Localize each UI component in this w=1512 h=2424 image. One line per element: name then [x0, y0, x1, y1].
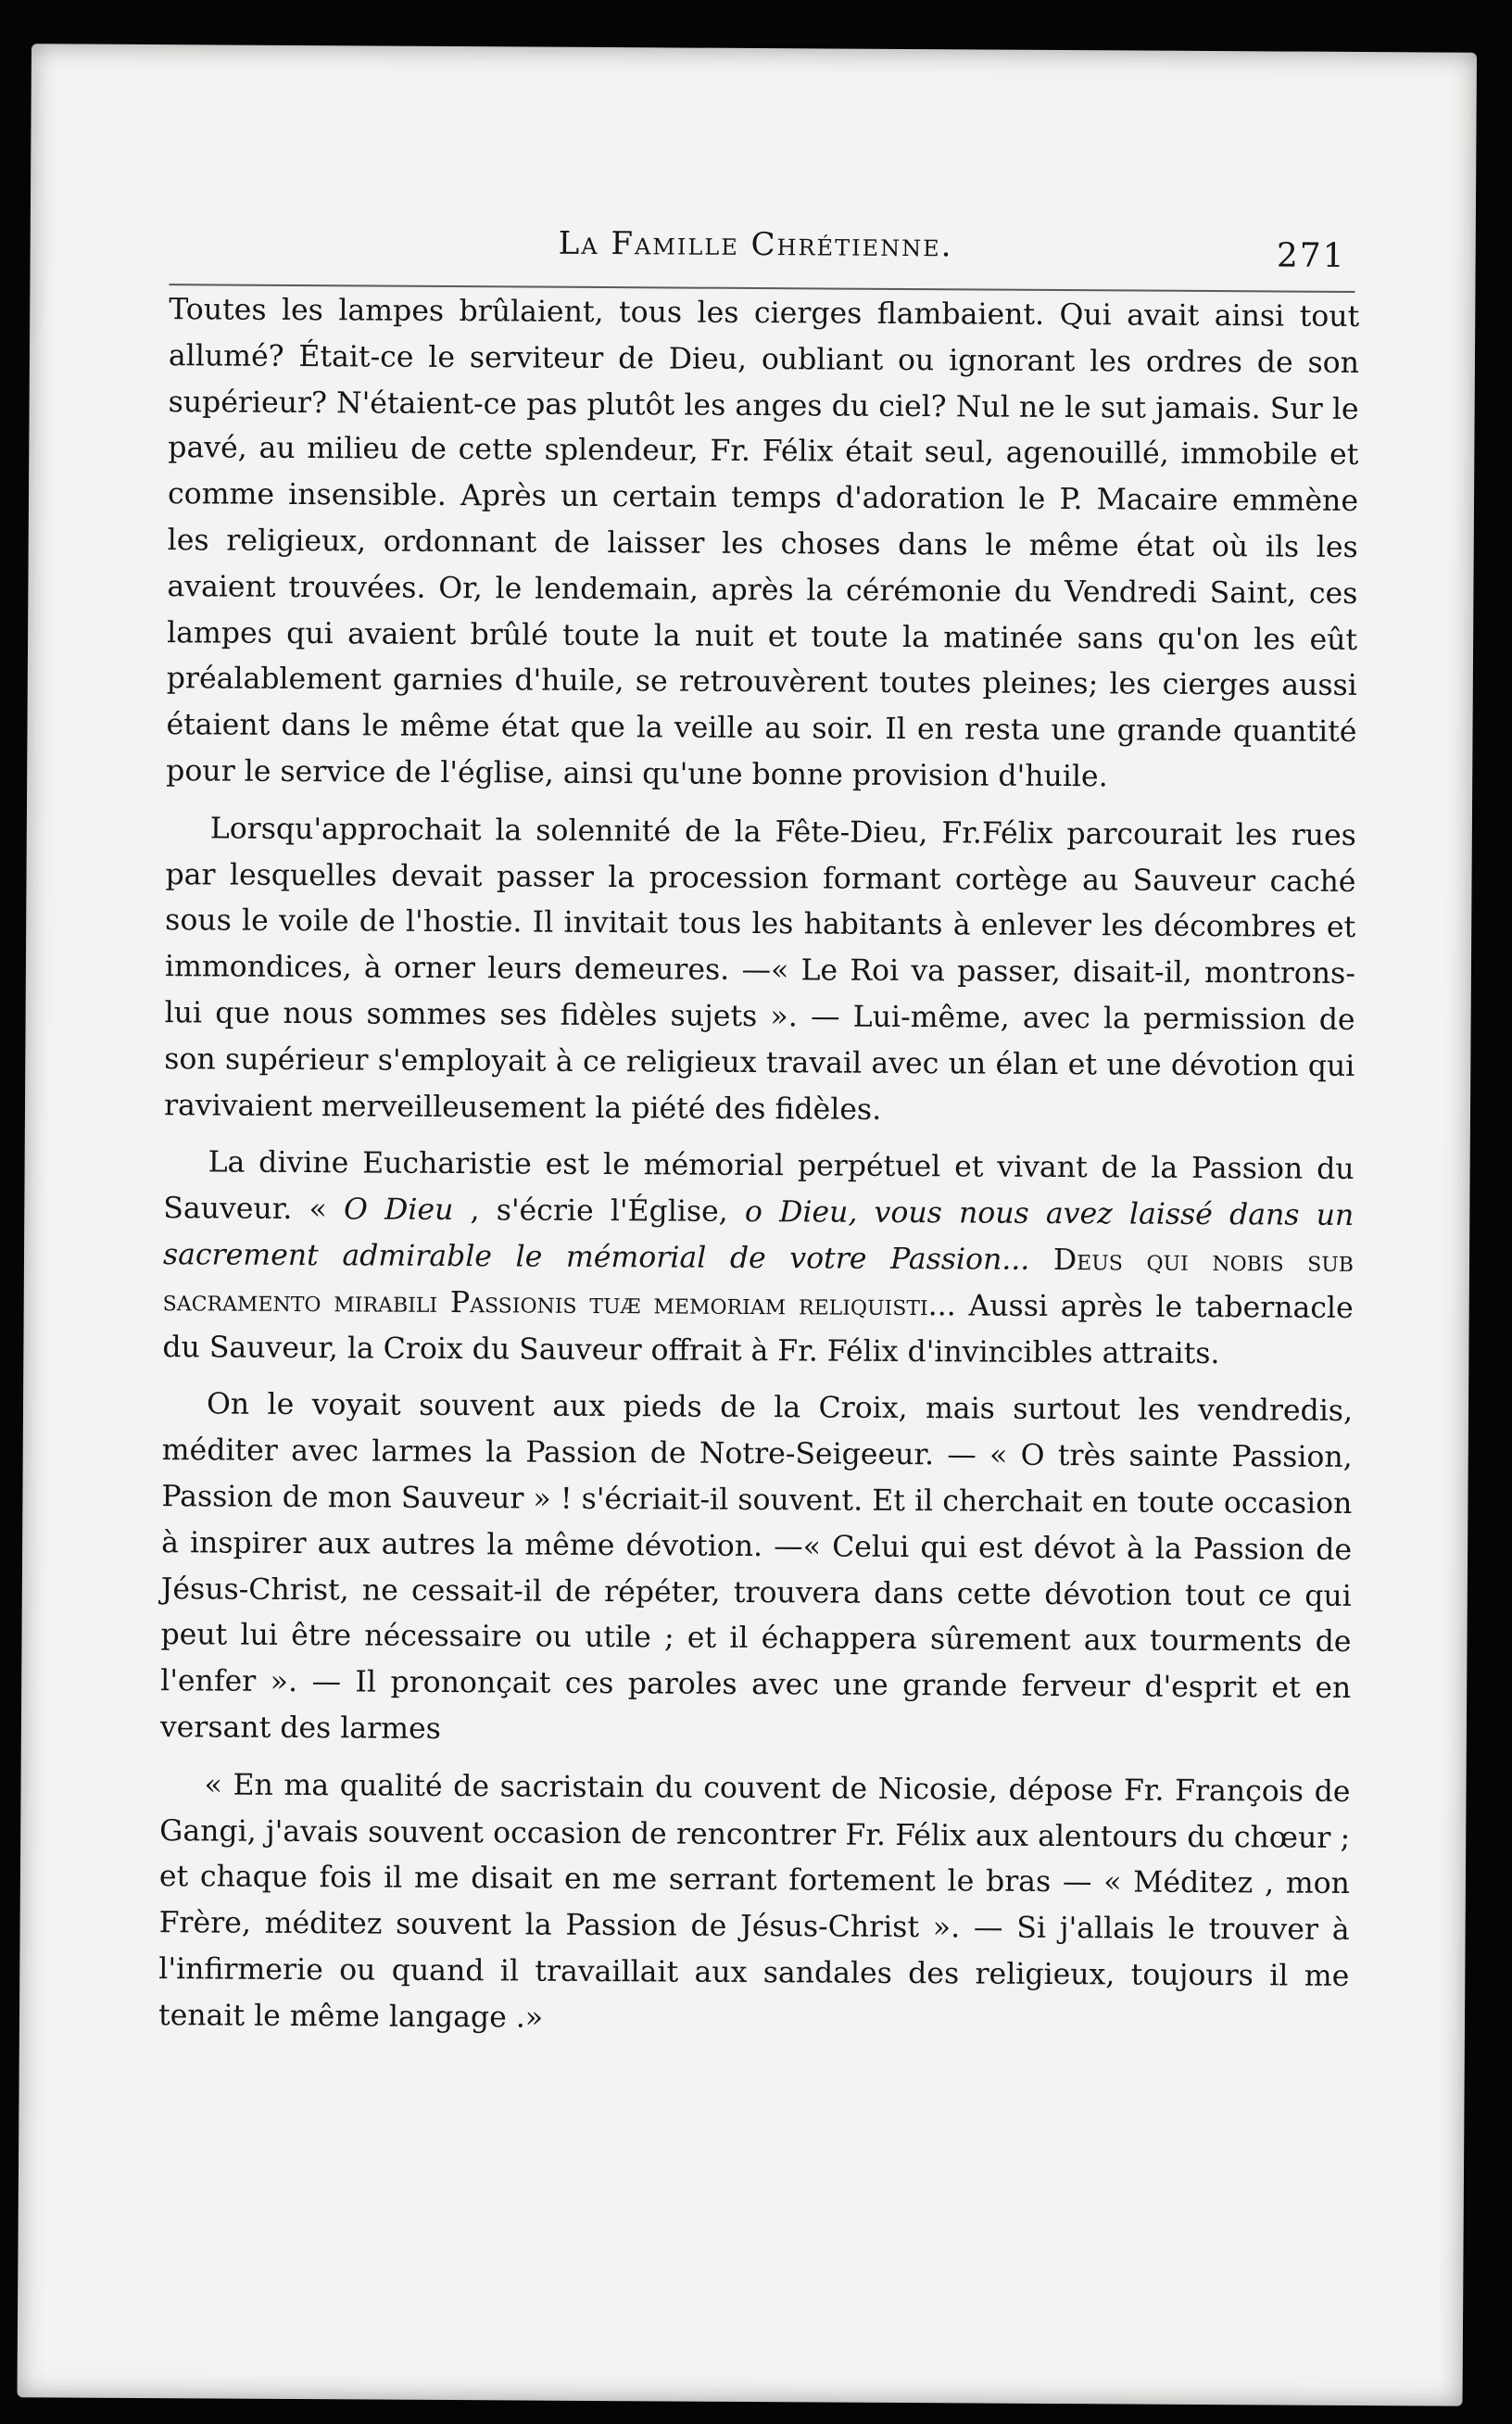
- paragraph-3-intro: La divine Eucharistie est le mémorial perpétuel et vivant de la Passion du Sauveur. «: [163, 1145, 1354, 1227]
- paragraph-3-invocation: O Dieu: [343, 1193, 454, 1228]
- paragraph-2: Lorsqu'approchait la solennité de la Fête-Dieu, Fr.Félix parcourait les rues par lesquelles devait passer la procession formant cortège au Sauveur caché sous le voile de l'hostie. Il invitait tous les habitants à enlever les décombres et immondices, à orner leurs demeures. —« Le Roi va passer, disait-il, montrons-lui que nous sommes ses fidèles sujets ». — Lui-même, avec la permission de son supérieur s'employait à ce religieux travail avec un élan et une dévotion qui ravivaient merveilleusement la piété des fidèles.: [163, 812, 1356, 1127]
- body-text: [158, 287, 1360, 2046]
- paragraph-4: On le voyait souvent aux pieds de la Croix, mais surtout les vendredis, méditer avec larmes la Passion de Notre-Seigeeur. — « O très sainte Passion, Passion de mon Sauveur » ! s'écriait-il souvent. Et il cherchait en toute occasion à inspirer aux autres la même dévotion. —« Celui qui est dévot à la Passion de Jésus-Christ, ne cessait-il de répéter, trouvera dans cette dévotion tout ce qui peut lui être nécessaire ou utile ; et il échappera sûrement aux tourments de l'enfer ». — Il prononçait ces paroles avec une grande ferveur d'esprit et en versant des larmes: [159, 1387, 1354, 1746]
- running-title: La Famille Chrétienne.: [558, 224, 953, 265]
- paragraph-3: [162, 1140, 1354, 1378]
- running-head: [169, 213, 1346, 285]
- paragraph-1: Toutes les lampes brûlaient, tous les cierges flambaient. Qui avait ainsi tout allumé? Était-ce le serviteur de Dieu, oubliant ou ignorant les ordres de son supérieur? N'étaient-ce pas plutôt les anges du ciel? Nul ne le sut jamais. Sur le pavé, au milieu de cette splendeur, Fr. Félix était seul, agenouillé, immobile et comme insensible. Après un certain temps d'adoration le P. Macaire emmène les religieux, ordonnant de laisser les choses dans le même état où ils les avaient trouvées. Or, le lendemain, après la cérémonie du Vendredi Saint, ces lampes qui avaient brûlé toute la nuit et toute la matinée sans qu'on les eût préalablement garnies d'huile, se retrouvèrent toutes pleines; les cierges aussi étaient dans le même état que la veille au soir. Il en resta une grande quantité pour le service de l'église, ainsi qu'une bonne provision d'huile.: [166, 293, 1360, 794]
- paragraph-3-prayer-french: o Dieu, vous nous avez laissé dans un sacrement admirable le mémorial de votre Passion...: [162, 1195, 1354, 1277]
- paragraph-3-conclusion: Aussi après le tabernacle du Sauveur, la Croix du Sauveur offrait à Fr. Félix d'invincibles attraits.: [162, 1289, 1354, 1370]
- paragraph-3-prayer-latin: Deus qui nobis sub sacramento mirabili Passionis tuæ memoriam reliquisti...: [162, 1243, 1354, 1323]
- paragraph-3-attribution: , s'écrie l'Église,: [470, 1193, 728, 1229]
- page-number: 271: [1276, 236, 1346, 275]
- paragraph-5: « En ma qualité de sacristain du couvent de Nicosie, dépose Fr. François de Gangi, j'avais souvent occasion de rencontrer Fr. Félix aux alentours du chœur ; et chaque fois il me disait en me serrant fortement le bras — « Méditez , mon Frère, méditez souvent la Passion de Jésus-Christ ». — Si j'allais le trouver à l'infirmerie ou quand il travaillait aux sandales des religieux, toujours il me tenait le même langage .»: [158, 1768, 1351, 2035]
- book-page: [17, 44, 1476, 2405]
